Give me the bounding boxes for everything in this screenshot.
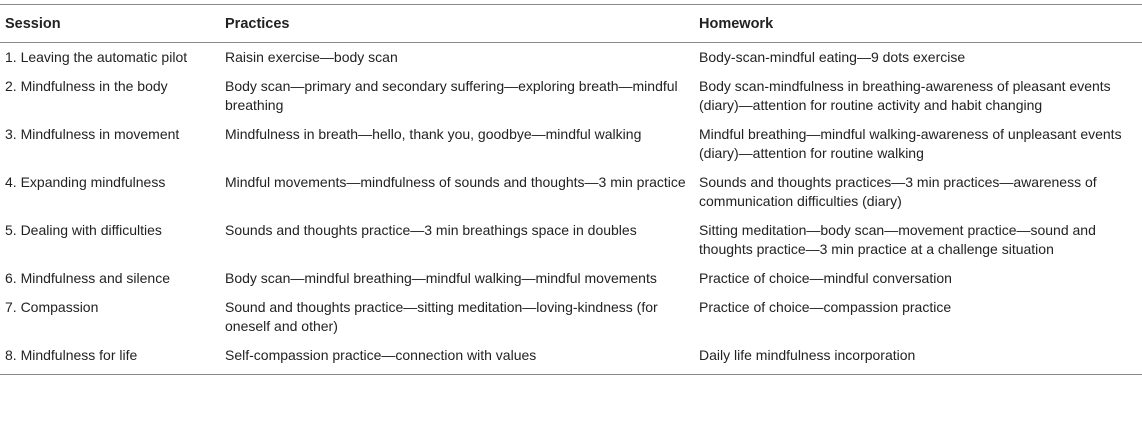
session-cell: 7. Compassion xyxy=(5,299,99,315)
homework-cell: Body-scan-mindful eating—9 dots exercise xyxy=(699,49,966,65)
homework-cell: Body scan-mindfulness in breathing-awareness of pleasant events (diary)—attention for routine activity and habit changing xyxy=(699,78,1111,113)
table-row xyxy=(0,72,1142,120)
homework-cell: Practice of choice—compassion practice xyxy=(699,299,952,315)
practices-cell: Body scan—mindful breathing—mindful walking—mindful movements xyxy=(225,270,657,286)
practices-cell: Mindful movements—mindfulness of sounds and thoughts—3 min practice xyxy=(225,174,686,190)
table-row xyxy=(0,120,1142,168)
practices-cell: Body scan—primary and secondary suffering—exploring breath—mindful breathing xyxy=(225,78,678,113)
homework-cell: Sitting meditation—body scan—movement practice—sound and thoughts practice—3 min practice at a challenge situation xyxy=(699,222,1096,257)
session-cell: 4. Expanding mindfulness xyxy=(5,174,166,190)
practices-cell: Raisin exercise—body scan xyxy=(225,49,398,65)
homework-cell: Practice of choice—mindful conversation xyxy=(699,270,952,286)
practices-cell: Sound and thoughts practice—sitting meditation—loving-kindness (for oneself and other) xyxy=(225,299,658,334)
homework-cell: Sounds and thoughts practices—3 min practices—awareness of communication difficulties (diary) xyxy=(699,174,1097,209)
table-row xyxy=(0,293,1142,341)
table-row xyxy=(0,341,1142,375)
table-row xyxy=(0,216,1142,264)
table-header xyxy=(0,5,1142,43)
table-row xyxy=(0,43,1142,73)
session-cell: 1. Leaving the automatic pilot xyxy=(5,49,188,65)
session-cell: 5. Dealing with difficulties xyxy=(5,222,162,238)
table-body xyxy=(0,43,1142,375)
sessions-table xyxy=(0,4,1142,375)
header-homework: Homework xyxy=(699,16,774,32)
practices-cell: Mindfulness in breath—hello, thank you, goodbye—mindful walking xyxy=(225,126,642,142)
practices-cell: Sounds and thoughts practice—3 min breathings space in doubles xyxy=(225,222,637,238)
homework-cell: Daily life mindfulness incorporation xyxy=(699,347,916,363)
session-cell: 3. Mindfulness in movement xyxy=(5,126,180,142)
session-cell: 6. Mindfulness and silence xyxy=(5,270,170,286)
homework-cell: Mindful breathing—mindful walking-awareness of unpleasant events (diary)—attention for routine walking xyxy=(699,126,1122,161)
header-practices: Practices xyxy=(225,16,290,32)
session-cell: 2. Mindfulness in the body xyxy=(5,78,168,94)
session-cell: 8. Mindfulness for life xyxy=(5,347,138,363)
practices-cell: Self-compassion practice—connection with values xyxy=(225,347,537,363)
header-row xyxy=(0,5,1142,43)
table-row xyxy=(0,264,1142,293)
header-session: Session xyxy=(5,16,61,32)
table-row xyxy=(0,168,1142,216)
